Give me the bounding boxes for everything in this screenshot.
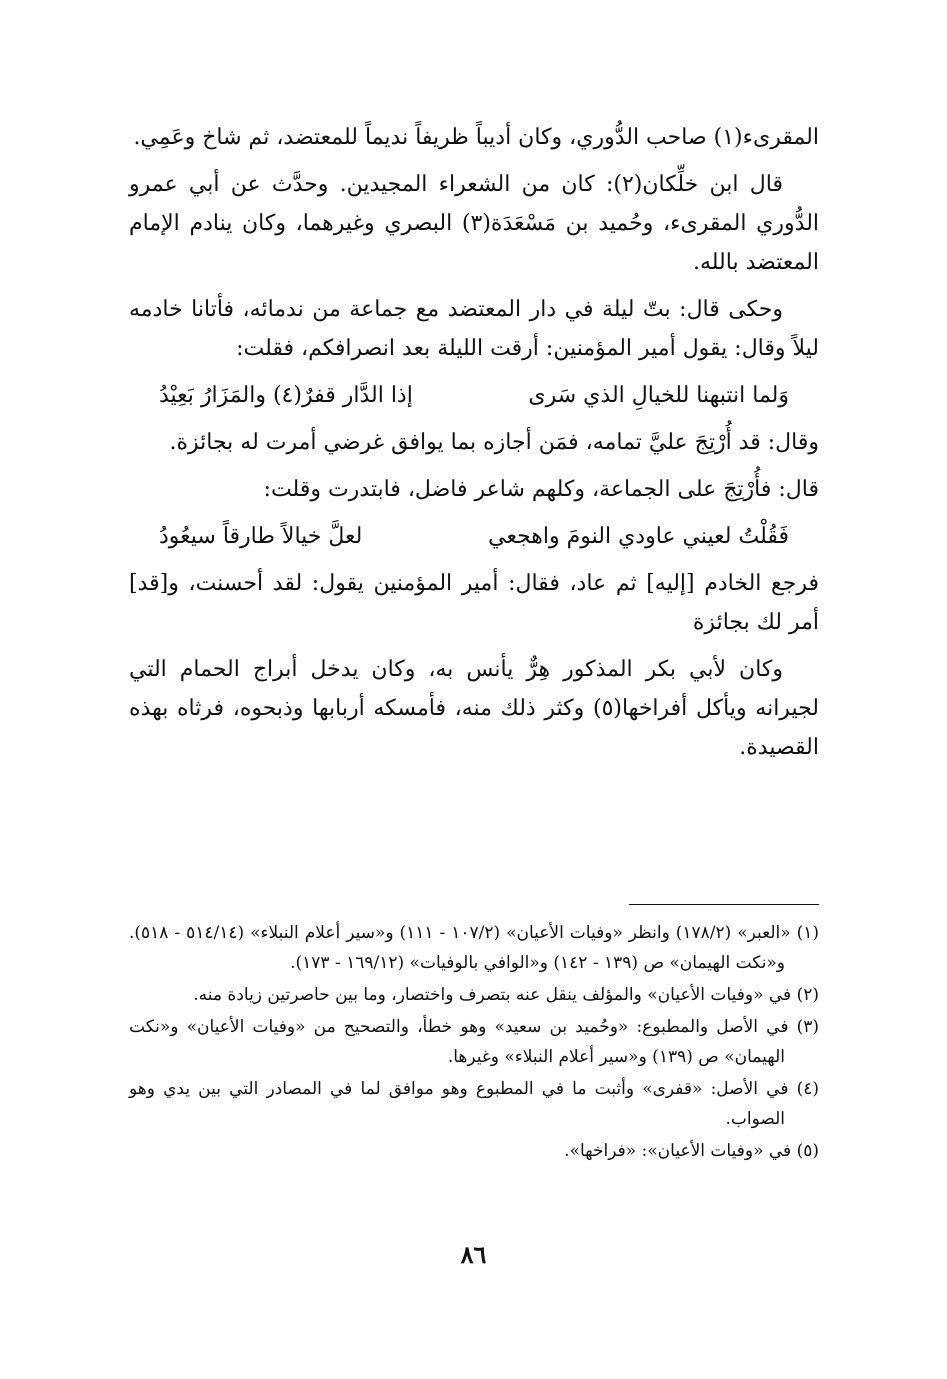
page-number: ٨٦ [460, 1240, 487, 1269]
verse-2 [159, 517, 789, 556]
verse-1-second-hemistich: إذا الدَّار قفرٌ(٤) والمَزَارُ بَعِيْدُ [159, 383, 413, 408]
paragraph-3: وحكى قال: بتّ ليلة في دار المعتضد مع جماعة من ندمائه، فأتانا خادمه ليلاً وقال: يقول أمير المؤمنين: أرقت الليلة بعد انصرافكم، فقلت: [129, 297, 819, 361]
footnote-3: (٣) في الأصل والمطبوع: «وحُميد بن سعيد» وهو خطأ، والتصحيح من «وفيات الأعيان» و«نكت الهيمان» ص (١٣٩) و«سير أعلام النبلاء» وغيرها. [129, 1017, 820, 1067]
verse-1 [159, 376, 789, 415]
footnote-1: (١) «العبر» (١٧٨/٢) وانظر «وفيات الأعيان» (١٠٧/٢ - ١١١) و«سير أعلام النبلاء» (٥١٤/١٤ - ٥١٨). و«نكت الهيمان» ص (١٣٩ - ١٤٢) و«الوافي بالوفيات» (١٦٩/١٢ - ١٧٣). [129, 923, 819, 973]
paragraph-5: قال: فأُرْتِجَ على الجماعة، وكلهم شاعر فاضل، فابتدرت وقلت: [263, 477, 819, 502]
paragraph-2: قال ابن خلِّكان(٢): كان من الشعراء المجيدين. وحدَّث عن أبي عمرو الدُّوري المقرىء، وحُميد بن مَسْعَدَة(٣) البصري وغيرهما، وكان ينادم الإمام المعتضد بالله. [129, 172, 820, 275]
main-text [129, 118, 819, 775]
verse-2-first-hemistich: فَقُلْتُ لعيني عاودي النومَ واهجعي [488, 524, 789, 549]
paragraph-4: وقال: قد أُرْتِجَ عليَّ تمامه، فمَن أجازه بما يوافق غرضي أمرت له بجائزة. [169, 430, 819, 455]
paragraph-7: وكان لأبي بكر المذكور هِرٌّ يأنس به، وكان يدخل أبراج الحمام التي لجيرانه ويأكل أفراخها(٥) وكثر ذلك منه، فأمسكه أربابها وذبحوه، فرثاه بهذه القصيدة. [129, 657, 819, 760]
footnote-2: (٢) في «وفيات الأعيان» والمؤلف ينقل عنه بتصرف واختصار، وما بين حاصرتين زيادة منه. [193, 985, 819, 1005]
footnote-5: (٥) في «وفيات الأعيان»: «فراخها». [564, 1141, 819, 1161]
footnote-4: (٤) في الأصل: «قفرى» وأثبت ما في المطبوع وهو موافق لما في المصادر التي بين يدي وهو الصواب. [129, 1079, 819, 1129]
paragraph-6: فرجع الخادم [إليه] ثم عاد، فقال: أمير المؤمنين يقول: لقد أحسنت، و[قد] أمر لك بجائزة [129, 571, 819, 635]
footnote-separator [629, 904, 819, 905]
verse-1-first-hemistich: وَلما انتبهنا للخيالِ الذي سَرى [528, 383, 789, 408]
paragraph-1: المقرىء(١) صاحب الدُّوري، وكان أديباً ظريفاً نديماً للمعتضد، ثم شاخ وعَمِي. [133, 125, 819, 150]
verse-2-second-hemistich: لعلَّ خيالاً طارقاً سيعُودُ [159, 524, 363, 549]
footnotes [129, 918, 819, 1168]
